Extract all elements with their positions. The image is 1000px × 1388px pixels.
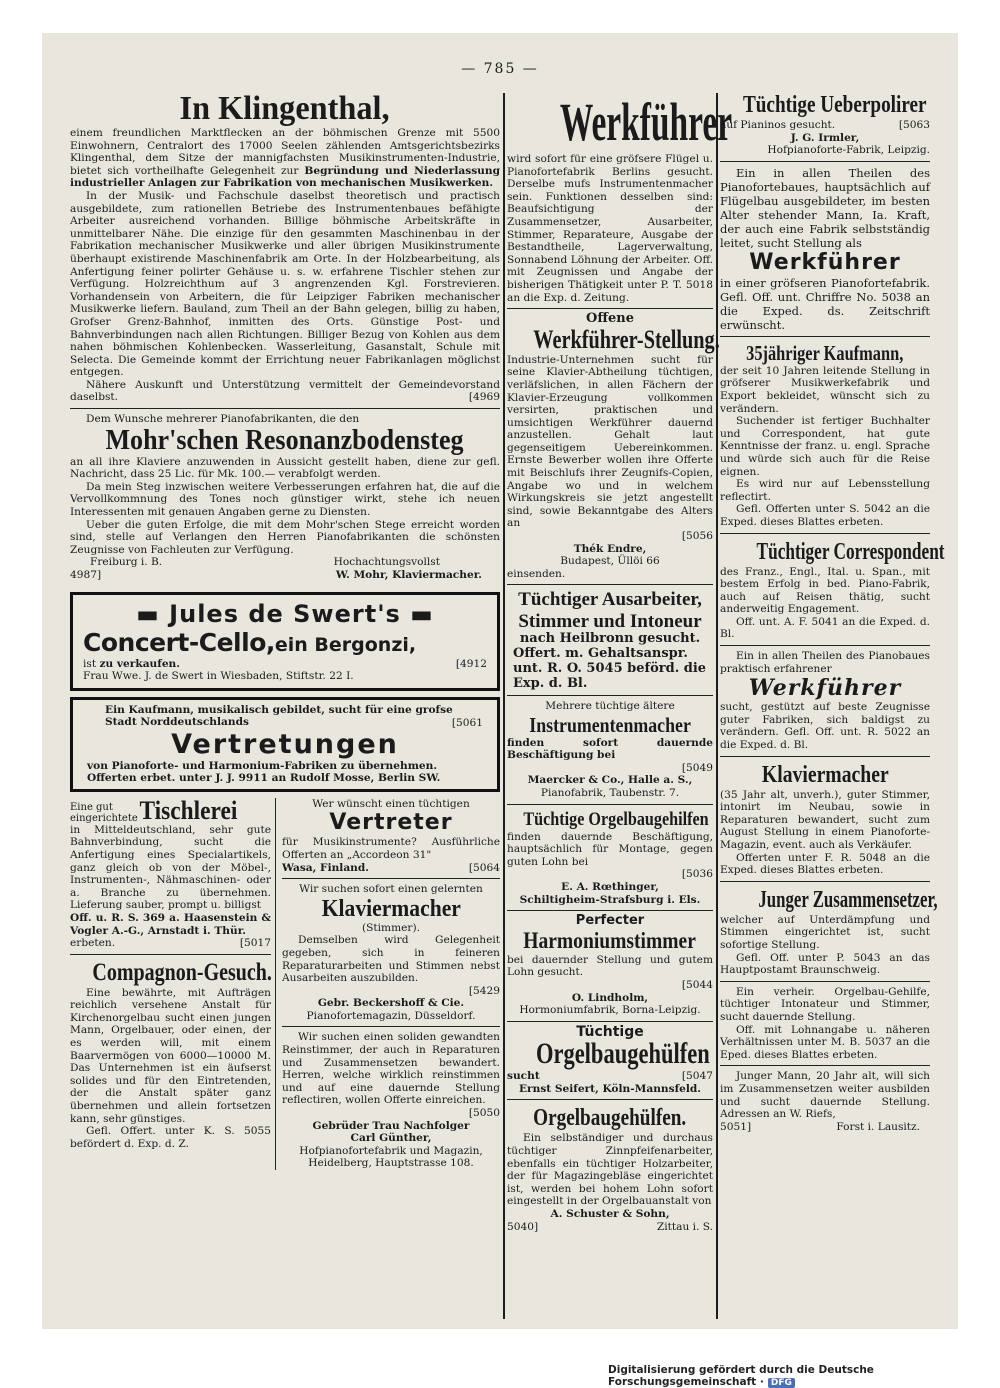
ad-firm: Gebr. Beckershoff & Cie. <box>317 997 465 1010</box>
ad-firm: Ernst Seifert, Köln-Mannsfeld. <box>518 1082 701 1095</box>
ad-body: für Musikinstrumente? Ausführliche Offerten an „Accordeon 31" <box>282 836 500 861</box>
ad-title: Instrumentenmacher <box>529 712 691 737</box>
ad-code: [5049 <box>681 761 713 774</box>
ad-body: bei dauernder Stellung und gutem Lohn gesucht. <box>507 953 713 979</box>
ad-text: Wer wünscht einen tüchtigen <box>312 797 470 810</box>
ad-title: Werkführer <box>559 92 733 152</box>
ad-title-line: Concert-Cello, <box>83 627 275 657</box>
ad-title: Tüchtige Ueberpolirer <box>742 92 927 118</box>
ad-title: Compagnon-Gesuch. <box>92 958 272 986</box>
ad-subtitle: (Stimmer). <box>362 921 420 934</box>
divider <box>507 910 713 911</box>
ad-title: Jules de Swert's <box>169 599 401 628</box>
divider <box>720 161 930 162</box>
divider <box>282 1026 500 1027</box>
ad-title: Klaviermacher <box>321 895 461 922</box>
ad-firm: J. G. Irmler, <box>790 131 860 144</box>
ad-irmler <box>720 91 930 157</box>
ad-instrumentenmacher <box>507 700 713 800</box>
ad-body: wird sofort für eine gröfsere Flügel u. Pianofortefabrik Berlins gesucht. Derselbe mufs Instrumentenmacher sein. Funktionen desselben sind: Beaufsichtigung der Zusammensetzer, Ausarbeiter, Stimmer, Reparateure, Ausgabe der Bestandtheile, Lagerverwaltung, Sonnabend Löhnung der Arbeiter. Off. mit Zeugnissen und Angabe der bisherigen Thätigkeit unter P. T. 5018 an die Exp. d. Zeitung. <box>507 153 713 304</box>
ad-title: 35jähriger Kaufmann, <box>746 340 904 365</box>
ad-body: Eine bewährte, mit Aufträgen reichlich versehene Anstalt für Kirchenorgelbau sucht einen jungen Mann, Orgelbauer, oder einen, der es werden will, mit einem Baarvermögen von 6000—10000 M. Das Unternehmen ist ein äufserst solides und für den Eintretenden, der die Anstalt später ganz übernehmen und allein fortsetzen kann, sehr günstiges. <box>70 986 271 1125</box>
divider <box>507 1021 713 1022</box>
ad-firm: Maercker & Co., Halle a. S., <box>527 774 693 787</box>
ad-offer: Offerten erbet. unter J. J. 9911 an Rudolf Mosse, Berlin SW. <box>87 772 441 785</box>
ad-klingenthal <box>70 91 500 404</box>
ad-text: an all ihre Klaviere anzuwenden in Aussicht gestellt haben, diene zur gefl. Nachricht, dass 25 Lic. für Mk. 100.— verabfolgt werden. <box>70 455 500 481</box>
ad-text-bold: Begründung und Niederlassung industrieller Anlagen zur Fabrikation von mechanischen Musikwerken. <box>70 164 500 190</box>
ad-swert: ▬ Jules de Swert's ▬ Concert-Cello,ein Bergonzi, ist zu verkaufen. [4912 Frau Wwe. J. de Swert in Wiesbaden, Stiftstr. 22 I. <box>70 592 500 691</box>
ad-offer: Gefl. Offert. unter K. S. 5055 befördert d. Exp. d. Z. <box>70 1125 271 1150</box>
ad-code: [4969 <box>468 391 500 404</box>
ad-seifert <box>507 1023 713 1096</box>
ad-orgelbaugehilfe <box>720 986 930 1062</box>
ad-firm-line: Pianofortemagazin, Düsseldorf. <box>306 1009 476 1022</box>
ad-text: nach Heilbronn gesucht. <box>519 631 701 647</box>
column-right <box>720 91 945 1319</box>
ad-title: Vertreter <box>329 810 453 836</box>
ad-werkfuehrer-gesucht <box>720 166 930 332</box>
ad-body: Es wird nur auf Lebensstellung reflectirt. <box>720 478 930 503</box>
ad-body: sucht, gestützt auf beste Zeugnisse guter Fabriken, sich baldigst zu verändern. Gefl. Off. unt. R. 5022 an die Exped. d. Bl. <box>720 701 930 752</box>
divider <box>720 645 930 646</box>
dfg-logo-icon: DFG <box>768 1378 795 1388</box>
divider <box>720 756 930 757</box>
ad-offer: Gefl. Offerten unter S. 5042 an die Exped. dieses Blattes erbeten. <box>720 503 930 528</box>
ad-werkfuehrer <box>507 91 733 304</box>
ad-compagnon <box>70 959 271 1151</box>
ad-code: [5064 <box>468 861 500 874</box>
ad-code: [5044 <box>681 978 713 991</box>
ad-body: welcher auf Unterdämpfung und Stimmen eingerichtet ist, sucht sofortige Stellung. <box>720 913 930 951</box>
ad-title: Tüchtiger Correspondent <box>756 538 945 565</box>
ad-klaviermacher <box>720 761 930 877</box>
ad-body: In der Musik- und Fachschule daselbst theoretisch und practisch ausgebildete, zum rationellen Betriebe des Instrumentenbaues befähigte Arbeiter ausreichend vorhanden. Billige böhmische Arbeitskräfte in unmittelbarer Nähe. Die einzige für den gesammten Maschinenbau in der Fabrikation mechanischer Musikwerke und aller übrigen Musikinstrumente überhaupt existirende Maschinenfabrik am Orte. In der Holzbearbeitung, als Anfertigung feiner polirter Gehäuse u. s. w. erfahrene Tischler stehen zur Verfügung. Holzreichthum auf 3 angrenzenden Kgl. Forstrevieren. Vorhandensein von Arbeitern, die für Leipziger Fabriken mechanischer Musikwerke liefern. Bauland, zum Theil an der Bahn gelegen, billig zu haben, Grofser Grenz-Bahnhof, inmitten des Orts. Günstige Post- und Bahnverbindungen nach allen Richtungen. Billiger Bezug von Kohlen aus dem nahen böhmischen Kohlenbecken. Wasserleitung, Gasanstalt, Schule mit Selecta. Die Gemeinde kommt der Errichtung neuer Fabrikanlagen möglichst entgegen. <box>70 189 500 379</box>
ad-offer: Offert. m. Gehaltsanspr. unt. R. O. 5045 beförd. die Exp. d. Bl. <box>513 646 707 691</box>
ad-body: Ein in allen Theilen des Pianofortebaues, hauptsächlich auf Flügelbau ausgebildeter, im besten Alter stehender Mann, Ia. Kraft, der auch eine Fabrik selbstständig leitet, sucht Stellung als <box>720 165 930 250</box>
ad-firm: A. Schuster & Sohn, <box>550 1208 670 1221</box>
ad-text: einem freundlichen Marktflecken an der böhmischen Grenze mit 5500 Einwohnern, Centralort des 17000 Seelen zählenden Amtsgerichtsbezirks Klingenthal, dem Sitze der mannigfachsten Musikinstrumenten-Industrie, bietet sich vortheilhafte Gelegenheit zur <box>70 127 500 177</box>
divider <box>507 584 713 585</box>
ad-title: Werkführer-Stellung. <box>533 324 720 354</box>
ad-body: Ein selbständiger und durchaus tüchtiger Zinnpfeifenarbeiter, ebenfalls ein tüchtiger Holzarbeiter, der für Magazingebläse eingerichtet ist, werden bei hohem Lohn sofort eingestellt in der Orgelbauanstalt von <box>507 1132 713 1208</box>
ad-closing: Nähere Auskunft und Unterstützung vermittelt der Gemeindevorstand daselbst. <box>70 378 500 404</box>
ad-lead: Dem Wunsche mehrerer Pianofabrikanten, die den <box>86 413 360 426</box>
divider <box>720 881 930 882</box>
column-middle <box>507 91 733 1319</box>
ad-schuster <box>507 1104 713 1233</box>
ad-kaufmann <box>720 341 930 529</box>
ad-intro: Ein Kaufmann, musikalisch gebildet, sucht für eine grofse Stadt Norddeutschlands <box>105 703 453 729</box>
ad-body: finden dauernde Beschäftigung, hauptsächlich für Montage, gegen guten Lohn bei <box>507 830 713 868</box>
ad-text: Ueber die guten Erfolge, die mit dem Mohr'schen Stege erreicht worden sind, stelle auf Verlangen den Herren Pianofabrikanten die schönsten Zeugnisse von Fachleuten zur Verfügung. <box>70 518 500 556</box>
ad-code: [5061 <box>451 716 483 729</box>
ad-firm-line: Schiltigheim-Strafsburg i. Els. <box>519 893 701 906</box>
ad-pre: Perfecter <box>575 913 645 929</box>
ad-orgelgehilfen <box>507 809 713 907</box>
ad-text: Da mein Steg inzwischen weitere Verbesserungen erfahren hat, die auf die Vervollkommnung des Tones noch günstiger wirkt, stehe ich neuen Interessenten mit genauen Angaben gerne zu Diensten. <box>70 480 500 519</box>
ad-firm-line: Carl Günther, <box>350 1132 432 1145</box>
ad-place: Forst i. Lausitz. <box>836 1120 920 1133</box>
ad-title: Klaviermacher <box>761 761 889 788</box>
ad-regards: Hochachtungsvollst <box>333 556 440 569</box>
ad-offer: Off. mit Lohnangabe u. näheren Verhältnissen unter M. B. 5037 an die Eped. dieses Blattes erbeten. <box>720 1023 930 1061</box>
ad-text: Ein in allen Theilen des Pianobaues praktisch erfahrener <box>720 650 930 675</box>
divider <box>720 336 930 337</box>
newspaper-page <box>42 33 958 1329</box>
ad-firm: O. Lindholm, <box>571 991 649 1004</box>
ad-text: Mehrere tüchtige ältere <box>545 700 675 712</box>
ad-sale: zu verkaufen. <box>99 657 180 670</box>
divider <box>720 533 930 534</box>
ad-text: sucht <box>507 1070 540 1083</box>
ad-pre: Tüchtige <box>576 1023 644 1040</box>
ad-title: In Klingenthal, <box>179 90 391 127</box>
ad-offer: Off. unt. A. F. 5041 an die Exped. d. Bl. <box>720 615 930 641</box>
ad-text: einsenden. <box>507 567 566 580</box>
ad-body: in Mitteldeutschland, sehr gute Bahnverbindung, sucht die Anfertigung eines Specialartikels, ganz gleich ob von der Möbel-, Instrumenten-, Nähmaschinen- oder a. Branche zu übernehmen. Lieferung sauber, prompt u. billigst <box>70 823 271 912</box>
ad-place: Wasa, Finland. <box>282 861 369 874</box>
ad-offer: Offerten unter F. R. 5048 an die Exped. dieses Blattes erbeten. <box>720 851 930 877</box>
ad-firm-line: Hofpianofortefabrik und Magazin, Heidelberg, Hauptstrasse 108. <box>299 1144 483 1170</box>
ad-trau <box>282 1031 500 1170</box>
ad-harmonium <box>507 915 713 1017</box>
ad-body: Industrie-Unternehmen sucht für seine Klavier-Abtheilung tüchtigen, verläfslichen, in allen Fächern der Klavier-Erzeugung vollkommen versirten, praktischen und umsichtigen Werkführer dauernd anzustellen. Gehalt laut gegenseitigem Uebereinkommen. Ernste Bewerber wollen ihre Offerte mit Beischlufs ihrer Zeugnifs-Copien, Angabe wo und in welchem Wirkungskreis sie jetzt angestellt sind, sowie Bekanntgabe des Alters an <box>507 353 713 530</box>
ad-body: Demselben wird Gelegenheit gegeben, sich in feineren Reparaturarbeiten und Stimmen nebst Ausarbeiten auszubilden. <box>282 934 500 985</box>
divider <box>507 804 713 805</box>
ad-code: [4912 <box>455 657 487 670</box>
ad-text: auf Pianinos gesucht. <box>720 119 836 131</box>
ad-firm-line: Pianofabrik, Taubenstr. 7. <box>540 786 680 799</box>
ad-place: Zittau i. S. <box>656 1220 713 1233</box>
ad-body: Suchender ist fertiger Buchhalter und Correspondent, hat gute Kenntnisse der franz. u. engl. Sprache und würde sich auch für die Reise eignen. <box>720 415 930 478</box>
column-rule <box>503 93 505 1319</box>
ad-text: ist <box>83 657 97 670</box>
ad-firm: Gebrüder Trau Nachfolger <box>312 1119 470 1132</box>
ad-title: Junger Zusammensetzer, <box>758 886 938 913</box>
ad-title: Orgelbaugehülfen. <box>533 1105 687 1132</box>
ad-title: Werkführer <box>749 249 901 275</box>
column-rule <box>716 93 718 1319</box>
ad-firm-line: Budapest, Üllöi 66 <box>560 555 660 568</box>
ad-firm: E. A. Rœthinger, <box>561 880 659 893</box>
ad-beckershoff <box>282 883 500 1022</box>
ad-body: Junger Mann, 20 Jahr alt, will sich im Zusammensetzen weiter ausbilden und sucht dauernde Stellung. Adressen an W. Riefs, <box>720 1070 930 1121</box>
ad-title-line: ein Bergonzi, <box>274 633 417 656</box>
ad-werkfuehrer2 <box>720 650 930 752</box>
ad-code: 4987] <box>70 569 102 581</box>
ad-code: [5017 <box>239 937 271 950</box>
ad-body: Wir suchen einen soliden gewandten Reinstimmer, der auch in Reparaturen und Zusammensetzen bewandert. Herren, welche wirklich reinstimmen und auf eine dauernde Stellung reflectiren, wollen Offerte einreichen. <box>282 1031 500 1107</box>
ad-body: der seit 10 Jahren leitende Stellung in gröfserer Musikwerkefabrik und Export bekleidet, wünscht sich zu verändern. <box>720 364 930 415</box>
divider <box>507 1099 713 1100</box>
ad-tischlerei <box>70 795 271 950</box>
ad-werkfuehrer-stellung <box>507 311 720 580</box>
footer-text: Digitalisierung gefördert durch die Deutsche Forschungsgemeinschaft <box>608 1364 874 1388</box>
footer-credit: Digitalisierung gefördert durch die Deutsche Forschungsgemeinschaft · DFG <box>608 1364 874 1388</box>
divider <box>70 954 271 955</box>
ad-address: Frau Wwe. J. de Swert in Wiesbaden, Stiftstr. 22 I. <box>83 670 354 683</box>
ad-title: Tischlerei <box>139 795 238 825</box>
ad-firm: Thék Endre, <box>573 542 647 555</box>
ad-title: Werkführer <box>748 675 902 702</box>
divider <box>720 1065 930 1066</box>
ad-firm-line: Hofpianoforte-Fabrik, Leipzig. <box>767 144 930 157</box>
ad-code: [5063 <box>898 119 930 131</box>
ad-signature: W. Mohr, Klaviermacher. <box>335 569 482 581</box>
ad-offer: Off. u. R. S. 369 a. Haasenstein & Vogler A.-G., Arnstadt i. Thür. <box>70 911 271 937</box>
ad-place: Freiburg i. B. <box>90 556 163 569</box>
ad-code: 5051] <box>720 1120 752 1133</box>
ad-text: von Pianoforte- und Harmonium-Fabriken zu übernehmen. <box>87 759 438 772</box>
ad-body: (35 Jahr alt, unverh.), guter Stimmer, intonirt im Neubau, sowie in Reparaturen bewandert, sucht zum August Stellung in einem Pianoforte-Magazin, event. auch als Verkäufer. <box>720 788 930 851</box>
ad-body: des Franz., Engl., Ital. u. Span., mit bestem Erfolg in bed. Piano-Fabrik, auch auf Reisen thätig, sucht anderweitig Engagement. <box>720 565 930 616</box>
ad-code: 5040] <box>507 1220 539 1233</box>
ad-code: [5036 <box>681 868 713 881</box>
column-left <box>70 91 500 1319</box>
divider <box>70 408 500 409</box>
ad-title: Mohr'schen Resonanzbodensteg <box>105 424 465 456</box>
divider <box>507 308 713 309</box>
ad-firm-line: Hormoniumfabrik, Borna-Leipzig. <box>519 1004 701 1017</box>
ad-title: Tüchtige Orgelbaugehilfen <box>523 808 709 830</box>
ad-offer: Gefl. Off. unter P. 5043 an das Hauptpostamt Braunschweig. <box>720 951 930 977</box>
ad-code: [5056 <box>681 530 713 543</box>
ad-mohr <box>70 413 500 582</box>
ad-body: finden sofort dauernde Beschäftigung bei <box>507 736 713 762</box>
divider <box>720 981 930 982</box>
ad-text: Eine gut eingerichtete <box>70 801 138 824</box>
ad-text: Wir suchen sofort einen gelernten <box>299 883 483 896</box>
ad-vertreter <box>282 798 500 874</box>
ad-body: Ein verheir. Orgelbau-Gehilfe, tüchtiger Intonateur und Stimmer, sucht dauernde Stellung. <box>720 985 930 1023</box>
ad-code: [5047 <box>681 1070 713 1083</box>
ad-code: [5429 <box>468 984 500 997</box>
ad-body: in einer gröfseren Pianofortefabrik. Gefl. Off. unt. Chriffre No. 5038 an die Exped. ds. Zeitschrift erwünscht. <box>720 275 930 332</box>
ad-title: Vertretungen <box>171 728 399 760</box>
ad-junger-mann <box>720 1070 930 1133</box>
page-number: — 785 — <box>461 61 539 77</box>
ad-text: erbeten. <box>70 937 116 950</box>
divider <box>507 695 713 696</box>
ad-title: Harmoniumstimmer <box>523 927 697 953</box>
ad-correspondent <box>720 538 945 642</box>
ad-zusammensetzer <box>720 886 938 977</box>
ad-title: Orgelbaugehülfen <box>535 1037 710 1071</box>
ad-pre: Offene <box>586 311 634 327</box>
ad-title: Tüchtiger Ausarbeiter, Stimmer und Intoneur <box>518 589 702 633</box>
ad-ausarbeiter <box>507 589 713 691</box>
divider <box>282 878 500 879</box>
ad-code: [5050 <box>468 1107 500 1120</box>
ad-vertretungen <box>70 697 500 792</box>
